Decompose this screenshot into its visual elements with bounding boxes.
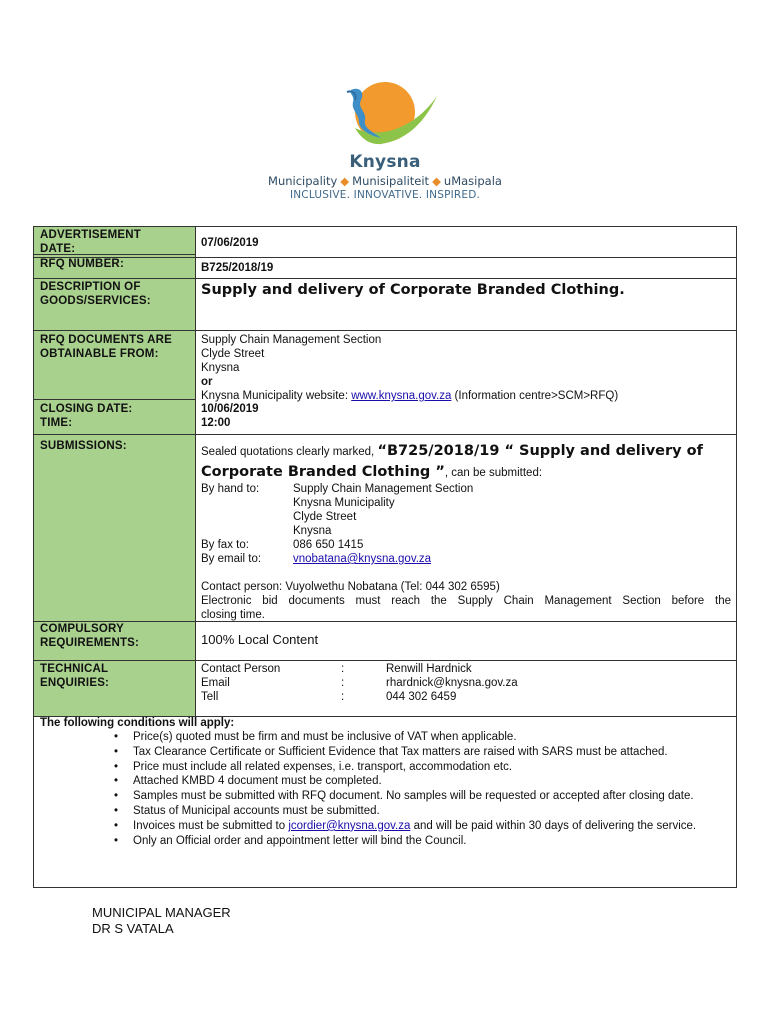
technical-separator: : xyxy=(341,677,345,689)
logo-language: Munisipaliteit xyxy=(352,174,430,188)
label-line: REQUIREMENTS: xyxy=(40,637,140,649)
by-email-row xyxy=(201,552,431,566)
website-suffix: (Information centre>SCM>RFQ) xyxy=(451,390,619,402)
submissions-label: SUBMISSIONS: xyxy=(40,440,127,452)
technical-key: Email xyxy=(201,677,230,689)
diamond-separator-icon: ◆ xyxy=(432,174,441,188)
hand-address-line: Supply Chain Management Section xyxy=(293,483,474,495)
by-fax-row xyxy=(201,538,363,552)
knysna-logo xyxy=(0,78,770,201)
electronic-bid-line: Electronic bid documents must reach the Supply Chain Management Section before the xyxy=(201,595,731,607)
by-hand-label: By hand to: xyxy=(201,483,260,495)
rfq-number-label: RFQ NUMBER: xyxy=(40,258,124,270)
website-link[interactable]: www.knysna.gov.za xyxy=(351,390,452,402)
row-divider xyxy=(34,399,195,400)
condition-item: • Samples must be submitted with RFQ document. No samples will be requested or accepted after closing date. xyxy=(114,789,732,803)
address-line: Clyde Street xyxy=(201,348,265,360)
technical-value: rhardnick@knysna.gov.za xyxy=(386,677,518,689)
fax-number: 086 650 1415 xyxy=(293,539,364,551)
technical-value: Renwill Hardnick xyxy=(386,663,472,675)
logo-languages xyxy=(0,174,770,188)
invoice-suffix: and will be paid within 30 days of delivering the service. xyxy=(410,819,697,832)
closing-date-label xyxy=(40,402,132,430)
contact-person: Contact person: Vuyolwethu Nobatana (Tel: 044 302 6595) xyxy=(201,581,500,593)
row-divider xyxy=(34,257,736,258)
technical-key: Contact Person xyxy=(201,663,281,675)
signoff xyxy=(92,905,231,937)
label-line: OBTAINABLE FROM: xyxy=(40,348,159,360)
technical-value: 044 302 6459 xyxy=(386,691,457,703)
submission-email-link[interactable]: vnobatana@knysna.gov.za xyxy=(293,553,432,565)
compulsory-label xyxy=(40,622,139,650)
logo-tagline: INCLUSIVE. INNOVATIVE. INSPIRED. xyxy=(289,189,481,201)
signoff-name: DR S VATALA xyxy=(92,921,174,936)
condition-item: • Status of Municipal accounts must be submitted. xyxy=(114,804,732,818)
technical-enquiries-label xyxy=(40,662,109,690)
advertisement-date-value: 07/06/2019 xyxy=(201,237,259,249)
documents-value xyxy=(201,333,618,403)
or-text: or xyxy=(201,376,213,388)
address-line: Supply Chain Management Section xyxy=(201,334,382,346)
invoice-email-link[interactable]: jcordier@knysna.gov.za xyxy=(288,819,411,832)
submissions-marked: Corporate Branded Clothing ” xyxy=(201,464,445,480)
label-line: GOODS/SERVICES: xyxy=(40,295,151,307)
condition-item: • Price(s) quoted must be firm and must be inclusive of VAT when applicable. xyxy=(114,730,732,744)
submissions-intro-text: Sealed quotations clearly marked, xyxy=(201,446,378,458)
submissions-intro-suffix: , can be submitted: xyxy=(444,467,543,479)
submissions-intro xyxy=(201,441,731,483)
address-line: Knysna xyxy=(201,362,240,374)
condition-item: • Tax Clearance Certificate or Sufficient Evidence that Tax matters are raised with SARS must be attached. xyxy=(114,745,732,759)
by-hand-row xyxy=(201,482,473,538)
label-line: ENQUIRIES: xyxy=(40,677,110,689)
condition-item: • Only an Official order and appointment letter will bind the Council. xyxy=(114,834,732,848)
electronic-bid-note xyxy=(201,594,731,622)
technical-separators xyxy=(341,662,344,704)
conditions-title: The following conditions will apply: xyxy=(40,717,235,729)
compulsory-value: 100% Local Content xyxy=(201,632,319,647)
logo-language: uMasipala xyxy=(443,174,502,188)
knysna-emblem-icon xyxy=(325,78,445,150)
submissions-marked: “B725/2018/19 “ Supply and delivery of xyxy=(377,443,703,459)
rfq-number-value: B725/2018/19 xyxy=(201,262,274,274)
condition-item: • Price must include all related expenses, i.e. transport, accommodation etc. xyxy=(114,760,732,774)
advertisement-date-label xyxy=(40,228,141,256)
signoff-title: MUNICIPAL MANAGER xyxy=(92,905,231,920)
documents-label xyxy=(40,333,172,361)
conditions-list xyxy=(114,730,732,848)
rfq-table xyxy=(33,226,737,888)
by-email-label: By email to: xyxy=(201,553,262,565)
website-prefix: Knysna Municipality website: xyxy=(201,390,352,402)
closing-date: 10/06/2019 xyxy=(201,403,259,415)
label-line: TECHNICAL xyxy=(40,663,109,675)
row-divider xyxy=(34,434,736,435)
label-line: RFQ DOCUMENTS ARE xyxy=(40,334,173,346)
technical-key: Tell xyxy=(201,691,219,703)
logo-name: Knysna xyxy=(349,152,421,172)
description-label xyxy=(40,280,151,308)
technical-values xyxy=(386,662,518,704)
label-line: DATE: xyxy=(40,243,76,255)
closing-date-value xyxy=(201,402,259,430)
label-line: COMPULSORY xyxy=(40,623,124,635)
technical-separator: : xyxy=(341,691,345,703)
logo-language: Municipality xyxy=(268,174,338,188)
label-line: TIME: xyxy=(40,417,73,429)
hand-address-line: Knysna Municipality xyxy=(293,497,395,509)
condition-item xyxy=(114,819,732,833)
diamond-separator-icon: ◆ xyxy=(340,174,350,188)
technical-keys xyxy=(201,662,280,704)
description-value: Supply and delivery of Corporate Branded Clothing. xyxy=(201,282,625,298)
technical-separator: : xyxy=(341,663,345,675)
by-fax-label: By fax to: xyxy=(201,539,249,551)
label-line: CLOSING DATE: xyxy=(40,403,133,415)
hand-address-line: Clyde Street xyxy=(293,511,357,523)
closing-time: 12:00 xyxy=(201,417,231,429)
label-line: ADVERTISEMENT xyxy=(40,229,141,241)
website-line xyxy=(201,389,618,403)
row-divider xyxy=(34,278,736,279)
condition-item: • Attached KMBD 4 document must be completed. xyxy=(114,774,732,788)
label-line: DESCRIPTION OF xyxy=(40,281,141,293)
row-divider xyxy=(34,660,736,661)
invoice-prefix: Invoices must be submitted to xyxy=(133,819,289,832)
electronic-bid-line: closing time. xyxy=(201,609,265,621)
row-divider xyxy=(34,330,736,331)
hand-address-line: Knysna xyxy=(293,525,332,537)
